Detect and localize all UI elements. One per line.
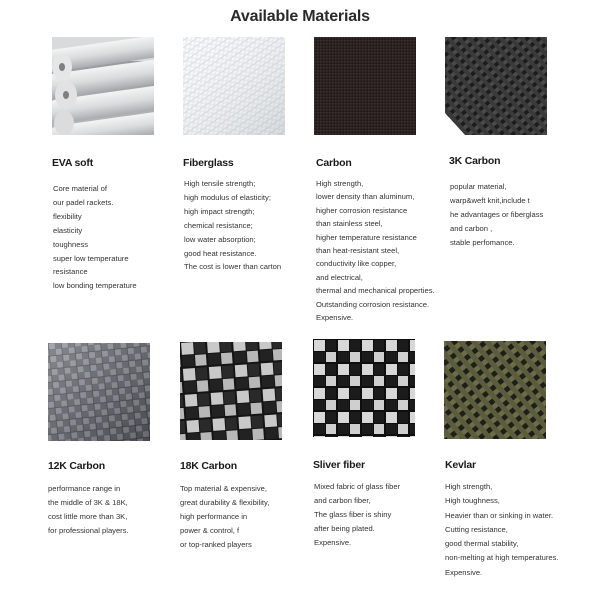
description-line: higher temperature resistance — [316, 232, 417, 242]
description-line: resistance — [53, 267, 88, 277]
description-line: Expensive. — [316, 313, 354, 323]
description-line: Expensive. — [445, 567, 483, 577]
description-line: than stainless steel, — [316, 219, 383, 229]
description-line: toughness — [53, 239, 89, 249]
description-line: chemical resistance; — [184, 220, 253, 230]
material-name-18k-carbon: 18K Carbon — [180, 460, 237, 472]
material-name-sliver-fiber: Sliver fiber — [313, 459, 365, 471]
description-line: elasticity — [53, 225, 83, 235]
description-line: popular material, — [450, 182, 507, 191]
sliver-fiber-swatch — [313, 339, 415, 437]
18k-carbon-swatch — [180, 342, 282, 440]
description-line: and carbon , — [450, 223, 493, 233]
description-line: High strength, — [445, 482, 493, 491]
material-description-sliver-fiber — [314, 480, 400, 550]
description-line: great durability & flexibility, — [180, 497, 270, 507]
carbon-swatch — [314, 37, 416, 135]
description-line: warp&weft knit,include t — [450, 195, 530, 205]
description-line: Top material & expensive, — [180, 484, 267, 493]
material-name-eva-soft: EVA soft — [52, 157, 93, 169]
12k-carbon-swatch — [48, 343, 150, 441]
description-line: The cost is lower than carton — [184, 262, 282, 272]
material-name-12k-carbon: 12K Carbon — [48, 460, 105, 472]
description-line: Expensive. — [314, 537, 352, 547]
description-line: High toughness, — [445, 496, 500, 506]
description-line: The glass fiber is shiny — [314, 509, 392, 519]
material-description-3k-carbon — [450, 180, 543, 250]
description-line: lower density than aluminum, — [316, 192, 415, 202]
description-line: Cutting resistance, — [445, 524, 508, 534]
material-description-kevlar — [445, 480, 559, 580]
description-line: and electrical, — [316, 272, 363, 282]
description-line: good heat resistance. — [184, 248, 257, 258]
description-line: stable perfomance. — [450, 237, 515, 247]
3k-carbon-swatch — [445, 37, 547, 135]
description-line: for professional players. — [48, 525, 129, 535]
description-line: high modulus of elasticity; — [184, 192, 271, 202]
material-description-eva-soft — [53, 182, 137, 293]
description-line: Mixed fabric of glass fiber — [314, 482, 401, 491]
description-line: conductivity like copper, — [316, 259, 397, 269]
material-name-carbon: Carbon — [316, 157, 352, 169]
eva-foam-swatch — [52, 37, 154, 135]
description-line: Outstanding corrosion resistance. — [316, 299, 430, 309]
material-description-carbon — [316, 177, 435, 324]
description-line: High strength, — [316, 179, 364, 188]
description-line: high performance in — [180, 511, 248, 521]
material-name-3k-carbon: 3K Carbon — [449, 155, 501, 167]
description-line: low water absorption; — [184, 234, 256, 244]
material-description-18k-carbon — [180, 482, 269, 552]
description-line: Core material of — [53, 184, 108, 193]
description-line: the middle of 3K & 18K, — [48, 497, 128, 507]
description-line: non-melting at high temperatures. — [445, 553, 559, 563]
material-name-fiberglass: Fiberglass — [183, 157, 234, 169]
description-line: super low temperature — [53, 253, 129, 263]
description-line: good thermal stability, — [445, 539, 519, 549]
description-line: power & control, f — [180, 525, 240, 535]
description-line: flexibility — [53, 211, 82, 221]
description-line: low bonding temperature — [53, 281, 137, 291]
description-line: performance range in — [48, 484, 121, 493]
kevlar-swatch — [444, 341, 546, 439]
material-name-kevlar: Kevlar — [445, 459, 476, 471]
description-line: high impact strength; — [184, 206, 255, 216]
description-line: he advantages or fiberglass — [450, 209, 544, 219]
description-line: our padel rackets. — [53, 197, 114, 207]
description-line: cost little more than 3K, — [48, 511, 128, 521]
description-line: Heavier than or sinking in water. — [445, 510, 554, 520]
fiberglass-swatch — [183, 37, 285, 135]
description-line: or top-ranked players — [180, 539, 252, 549]
description-line: after being plated. — [314, 523, 375, 533]
description-line: thermal and mechanical properties. — [316, 286, 435, 296]
material-description-12k-carbon — [48, 482, 129, 538]
description-line: High tensile strength; — [184, 179, 256, 188]
description-line: and carbon fiber, — [314, 495, 371, 505]
description-line: than heat-resistant steel, — [316, 246, 400, 256]
description-line: higher corrosion resistance — [316, 205, 408, 215]
page-title: Available Materials — [230, 8, 370, 25]
material-description-fiberglass — [184, 177, 281, 274]
